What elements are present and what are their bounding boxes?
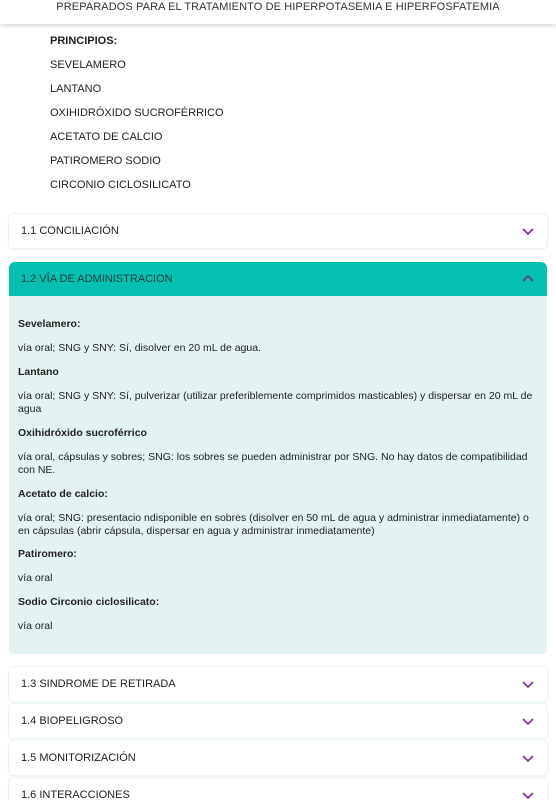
drug-text: vía oral (18, 620, 53, 632)
principios-list (50, 34, 224, 202)
chevron-down-icon (521, 715, 535, 727)
drug-text: vía oral, cápsulas y sobres; SNG: los sobres se pueden administrar por SNG. No hay datos de compatibilidad con NE. (18, 451, 528, 476)
drug-text: vía oral; SNG y SNY: Sí, disolver en 20 mL de agua. (18, 342, 261, 354)
drug-text: vía oral; SNG: presentacio ndisponible en sobres (disolver en 50 mL de agua y administrar inmediatamente) o en cápsulas (abrir cápsula, dispersar en agua y administrar inmediatamente) (18, 512, 529, 537)
principio-item: ACETATO DE CALCIO (50, 131, 163, 143)
principio-item: OXIHIDRÓXIDO SUCROFÉRRICO (50, 107, 224, 119)
drug-text: vía oral; SNG y SNY: Sí, pulverizar (utilizar preferiblemente comprimidos masticables) y dispersar en 20 mL de agua (18, 390, 533, 415)
page-title: PREPARADOS PARA EL TRATAMIENTO DE HIPERPOTASEMIA E HIPERFOSFATEMIA (56, 1, 500, 13)
accordion-label: 1.4 BIOPELIGROSO (21, 715, 124, 727)
drug-text: vía oral (18, 572, 53, 584)
drug-title: Sevelamero: (18, 318, 81, 330)
accordion-monitorizacion[interactable] (9, 741, 547, 775)
principio-item: CIRCONIO CICLOSILICATO (50, 179, 191, 191)
principio-item: LANTANO (50, 83, 102, 95)
page-header (0, 0, 556, 24)
drug-title: Lantano (18, 366, 59, 378)
accordion-interacciones[interactable] (9, 778, 547, 800)
accordion-sindrome-retirada[interactable] (9, 667, 547, 701)
chevron-down-icon (521, 678, 535, 690)
drug-title: Patiromero: (18, 548, 77, 560)
chevron-down-icon (521, 789, 535, 800)
accordion-label: 1.6 INTERACCIONES (21, 789, 130, 800)
accordion-label: 1.3 SINDROME DE RETIRADA (21, 678, 176, 690)
chevron-up-icon (521, 273, 535, 285)
accordion-label: 1.5 MONITORIZACIÓN (21, 752, 136, 764)
accordion-label: 1.1 CONCILIACIÓN (21, 225, 119, 237)
accordion-via-administracion[interactable] (9, 262, 547, 296)
principio-item: SEVELAMERO (50, 59, 126, 71)
accordion-biopeligroso[interactable] (9, 704, 547, 738)
principios-title: PRINCIPIOS: (50, 35, 118, 47)
principio-item: PATIROMERO SODIO (50, 155, 161, 167)
accordion-label: 1.2 VÍA DE ADMINISTRACION (21, 273, 173, 285)
accordion-conciliacion[interactable] (9, 214, 547, 248)
drug-title: Oxihidróxido sucroférrico (18, 427, 147, 439)
chevron-down-icon (521, 752, 535, 764)
drug-title: Sodio Circonio ciclosilicato: (18, 596, 160, 608)
chevron-down-icon (521, 225, 535, 237)
accordion-panel-via-administracion (9, 296, 547, 654)
drug-title: Acetato de calcio: (18, 488, 108, 500)
